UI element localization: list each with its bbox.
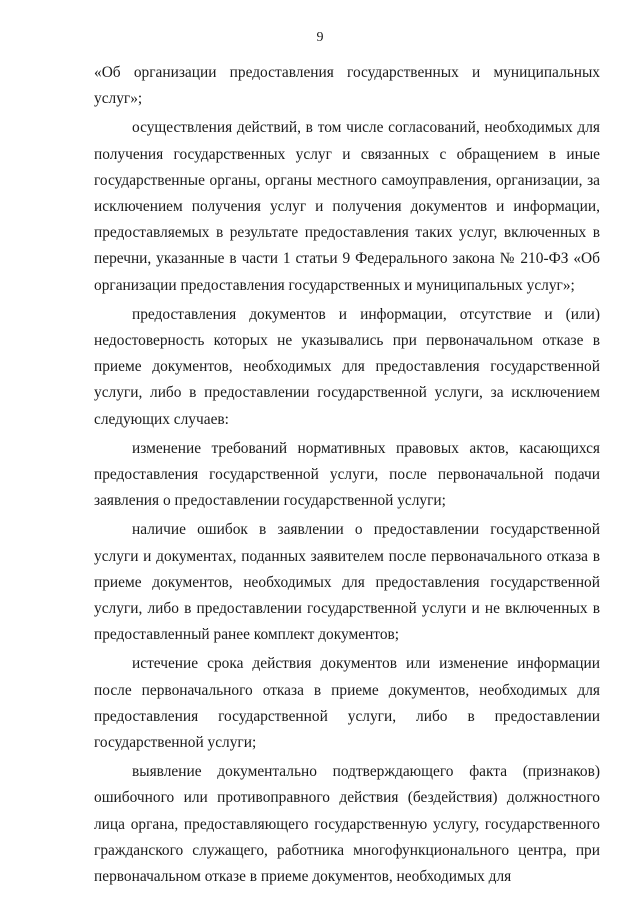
paragraph-case-expiry: истечение срока действия документов или изменение информации после первоначального отказа в приеме документов, необходимых для предоставления государственной услуги, либо в предоставлении государственной услуги;	[94, 655, 600, 752]
page-number: 9	[316, 30, 324, 45]
paragraph-actions-approvals: осуществления действий, в том числе согласований, необходимых для получения государственных услуг и связанных с обращением в иные государственные органы, органы местного самоуправления, организации, за исключением получения услуг и получения документов и информации, предоставляемых в результате предоставления таких услуг, включенных в перечни, указанные в части 1 статьи 9 Федерального закона № 210-ФЗ «Об организации предоставления государственных и муниципальных услуг»;	[94, 119, 600, 294]
paragraph-case-errors: наличие ошибок в заявлении о предоставлении государственной услуги и документах, поданных заявителем после первоначального отказа в приеме документов, необходимых для предоставления государственной услуги, либо в предоставлении государственной услуги и не включенных в предоставленный ранее комплект документов;	[94, 521, 600, 644]
document-body	[94, 60, 600, 890]
paragraph-case-misconduct: выявление документально подтверждающего факта (признаков) ошибочного или противоправного действия (бездействия) должностного лица органа, предоставляющего государственную услугу, государственного гражданского служащего, работника многофункционального центра, при первоначальном отказе в приеме документов, необходимых для	[94, 763, 600, 886]
paragraph-case-requirements-change: изменение требований нормативных правовых актов, касающихся предоставления государственной услуги, после первоначальной подачи заявления о предоставлении государственной услуги;	[94, 439, 600, 510]
paragraph-documents-information: предоставления документов и информации, отсутствие и (или) недостоверность которых не указывались при первоначальном отказе в приеме документов, необходимых для предоставления государственной услуги, либо в предоставлении государственной услуги, за исключением следующих случаев:	[94, 305, 600, 428]
paragraph-law-reference: «Об организации предоставления государственных и муниципальных услуг»;	[94, 64, 600, 108]
